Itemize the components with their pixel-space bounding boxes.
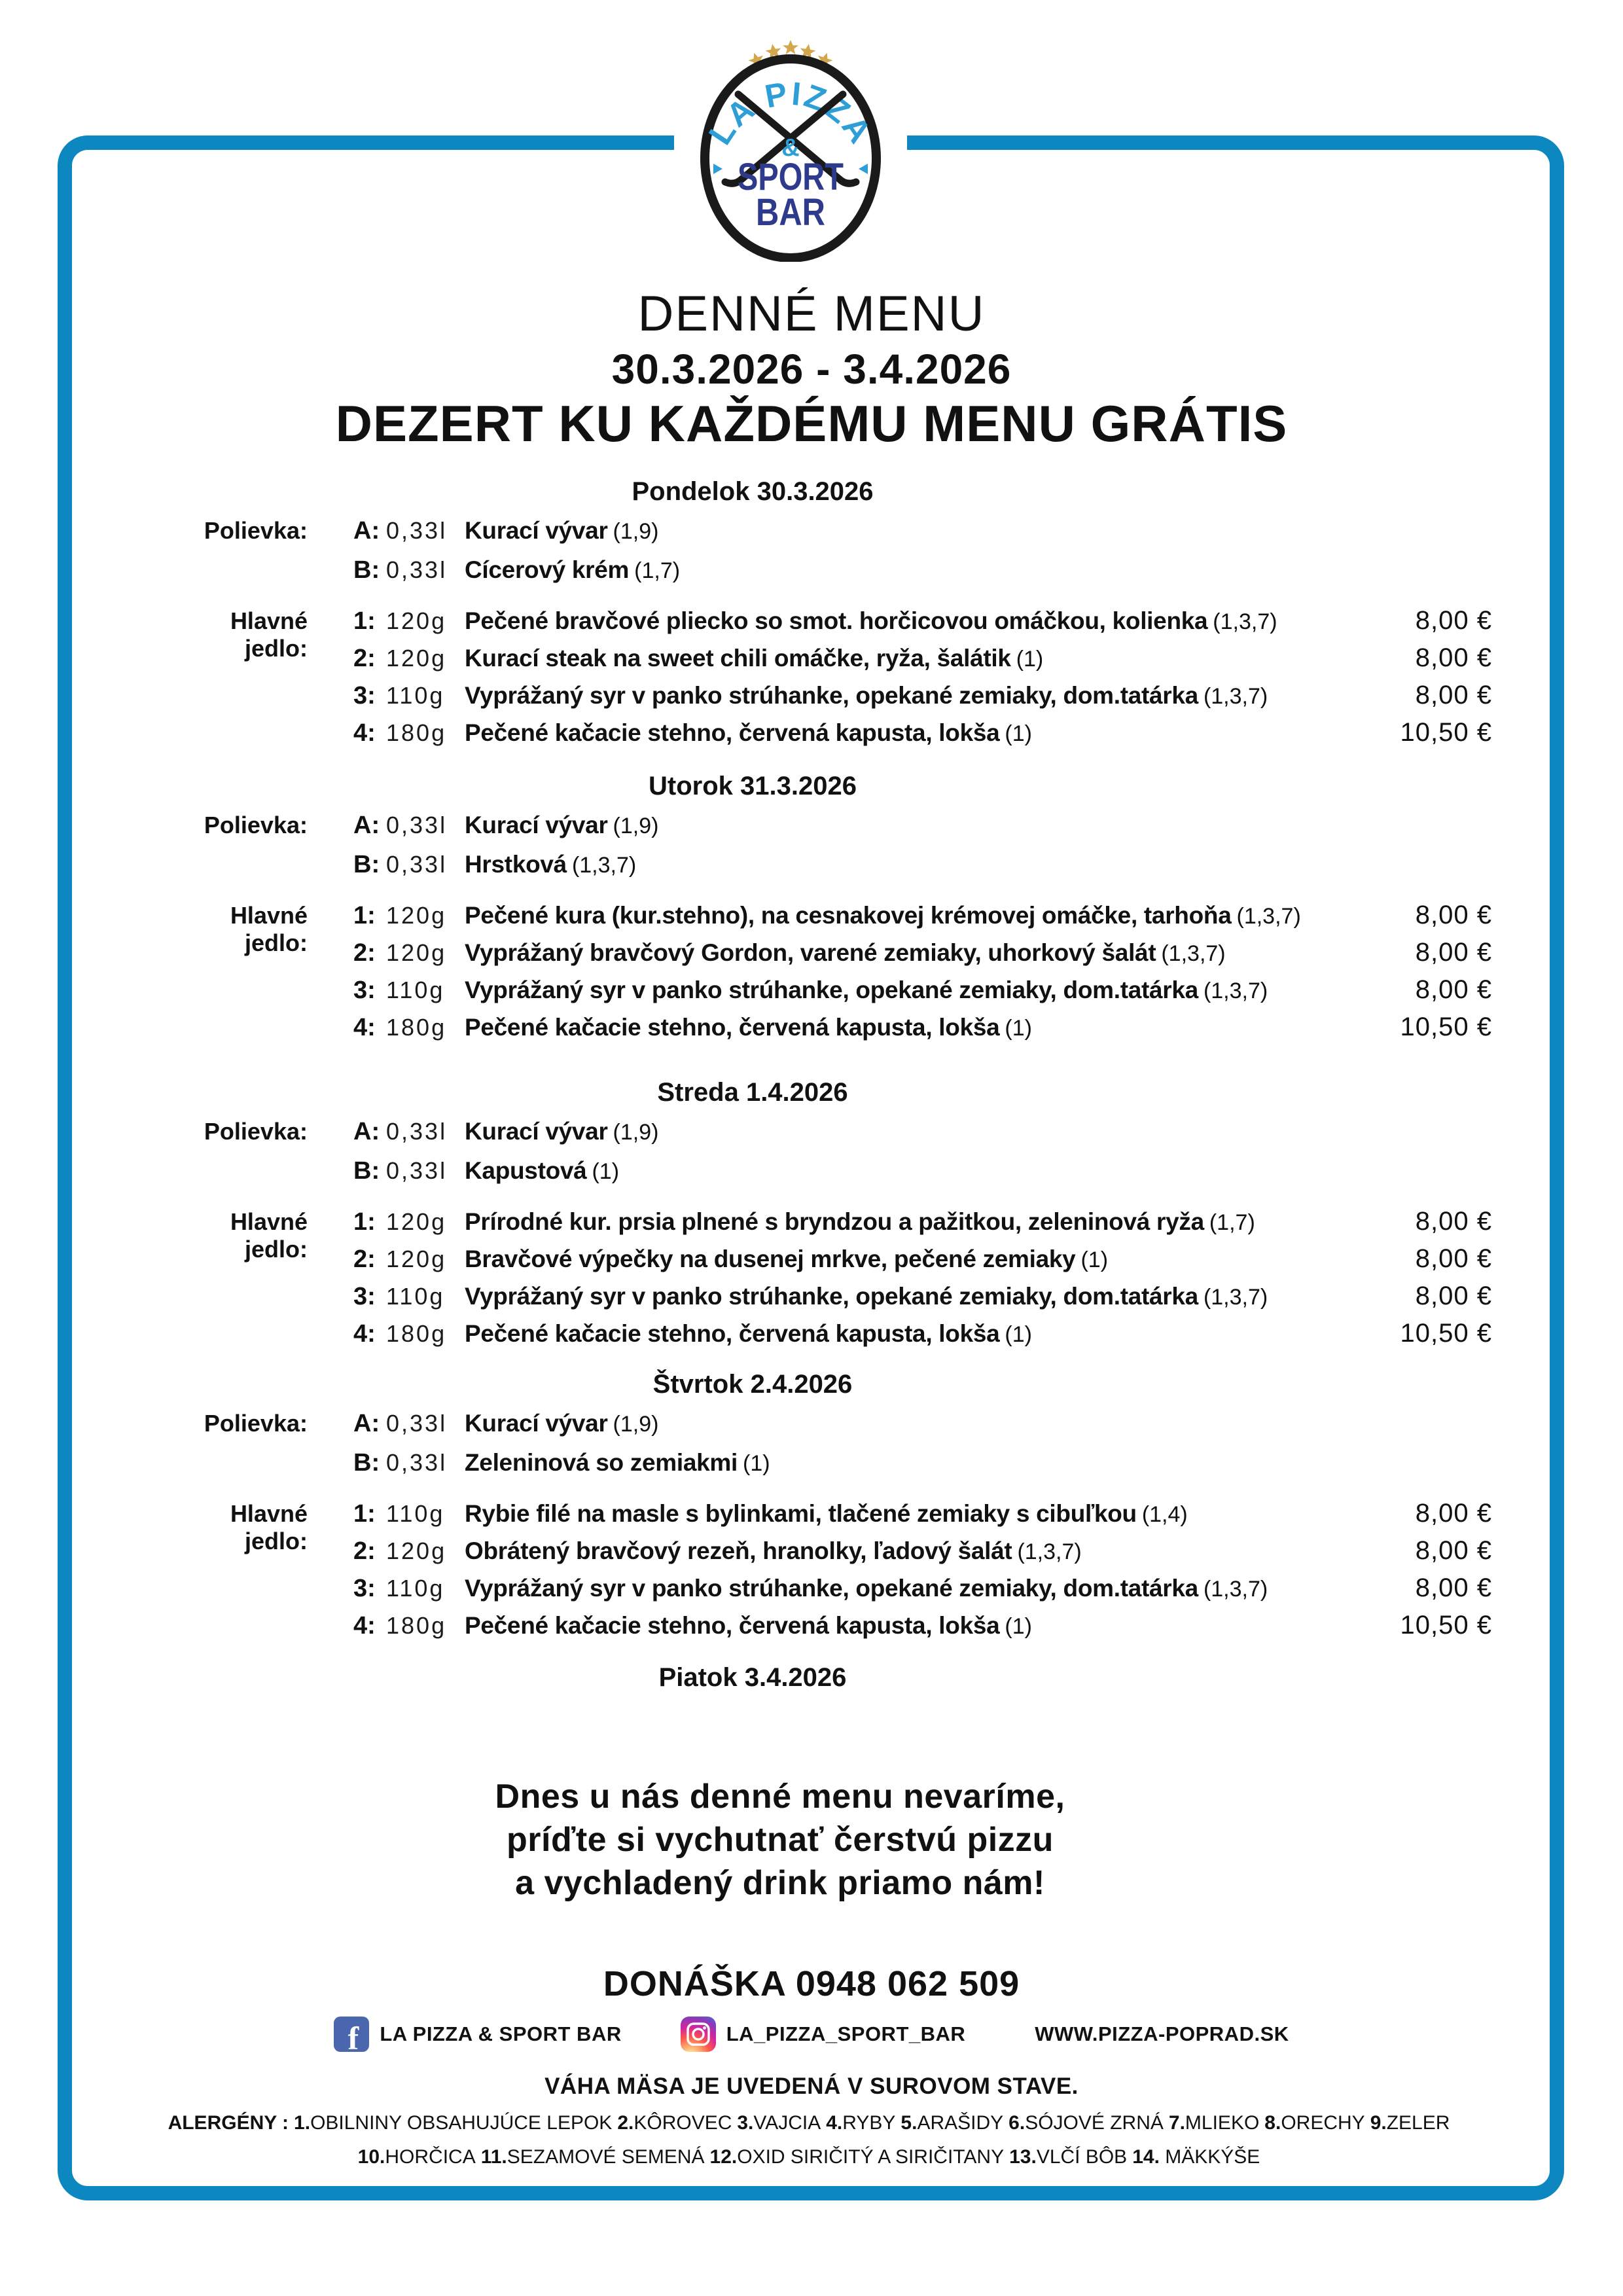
soup-name: Hrstková (1,3,7) — [465, 851, 637, 878]
main-dish-row — [0, 1013, 1623, 1050]
date-range: 30.3.2026 - 3.4.2026 — [611, 346, 1012, 393]
allergen-codes: (1) — [592, 1159, 620, 1184]
dish-key: 1: — [353, 607, 376, 635]
main-dish-row — [0, 681, 1623, 718]
dish-key: 2: — [353, 1246, 376, 1273]
friday-note-line: Dnes u nás denné menu nevaríme, — [495, 1778, 1065, 1816]
day-header: Pondelok 30.3.2026 — [632, 477, 874, 506]
facebook-icon: f — [334, 2017, 369, 2052]
dish-name: Pečené kura (kur.stehno), na cesnakovej krémovej omáčke, tarhoňa (1,3,7) — [465, 902, 1301, 929]
instagram-label: LA_PIZZA_SPORT_BAR — [726, 2022, 966, 2045]
logo-word-bar: BAR — [756, 191, 825, 234]
instagram-icon — [681, 2017, 716, 2052]
dish-price: 8,00 € — [1415, 606, 1492, 635]
dish-price: 8,00 € — [1415, 681, 1492, 709]
soup-label: Polievka: — [204, 812, 308, 838]
soup-label: Polievka: — [204, 517, 308, 544]
allergen-codes: (1,3,7) — [1017, 1539, 1082, 1564]
allergen-codes: (1) — [1005, 1614, 1032, 1639]
dish-name: Vyprážaný syr v panko strúhanke, opekané zemiaky, dom.tatárka (1,3,7) — [465, 1283, 1268, 1310]
dish-price: 8,00 € — [1415, 1573, 1492, 1602]
dish-key: 1: — [353, 1208, 376, 1236]
main-dish-row — [0, 718, 1623, 755]
allergens-line-1: ALERGÉNY : 1.OBILNINY OBSAHUJÚCE LEPOK 2.KÔROVEC 3.VAJCIA 4.RYBY 5.ARAŠIDY 6.SÓJOVÉ ZRNÁ 7.MLIEKO 8.ORECHY 9.ZELER — [168, 2112, 1450, 2134]
day-header: Utorok 31.3.2026 — [649, 772, 857, 800]
dish-price: 10,50 € — [1400, 1013, 1492, 1041]
allergen-codes: (1,3,7) — [1203, 978, 1268, 1003]
allergen-codes: (1,9) — [613, 1120, 659, 1145]
allergens-line-2: 10.HORČICA 11.SEZAMOVÉ SEMENÁ 12.OXID SIRIČITÝ A SIRIČITANY 13.VLČÍ BÔB 14. MÄKKÝŠE — [357, 2146, 1260, 2168]
dish-key: 1: — [353, 902, 376, 929]
dish-key: 2: — [353, 1537, 376, 1565]
main-dish-row — [0, 1611, 1623, 1648]
dish-name: Pečené kačacie stehno, červená kapusta, lokša (1) — [465, 1612, 1032, 1639]
dish-key: 3: — [353, 682, 376, 709]
logo-word-sport: SPORT — [738, 156, 844, 198]
soup-key: A: — [353, 812, 380, 839]
allergens-list — [0, 2106, 1623, 2174]
allergen-codes: (1,4) — [1141, 1502, 1188, 1527]
dish-qty: 180g — [386, 719, 447, 746]
day-section-thursday — [0, 1369, 1623, 1648]
main-dish-row — [0, 1282, 1623, 1319]
dish-qty: 120g — [386, 1246, 447, 1272]
dish-qty: 180g — [386, 1612, 447, 1639]
soup-qty: 0,33l — [386, 1157, 448, 1184]
logo-graphic — [692, 34, 889, 262]
dish-name: Vyprážaný syr v panko strúhanke, opekané zemiaky, dom.tatárka (1,3,7) — [465, 977, 1268, 1003]
dish-key: 3: — [353, 1575, 376, 1602]
day-section-friday — [0, 1662, 1623, 1703]
allergen-codes: (1,3,7) — [1203, 1577, 1268, 1602]
main-dish-row — [0, 1319, 1623, 1356]
weight-note: VÁHA MÄSA JE UVEDENÁ V SUROVOM STAVE. — [544, 2073, 1079, 2099]
allergen-codes: (1) — [1005, 1322, 1032, 1347]
dish-qty: 120g — [386, 1537, 447, 1564]
soup-label: Polievka: — [204, 1410, 308, 1437]
dish-name: Kurací steak na sweet chili omáčke, ryža, šalátik (1) — [465, 645, 1044, 672]
soup-name: Kapustová (1) — [465, 1157, 620, 1184]
dish-name: Pečené bravčové pliecko so smot. horčicovou omáčkou, kolienka (1,3,7) — [465, 607, 1277, 634]
page-title: DENNÉ MENU — [637, 286, 986, 342]
dish-name: Bravčové výpečky na dusenej mrkve, pečené zemiaky (1) — [465, 1246, 1109, 1272]
allergen-codes: (1,3,7) — [1236, 904, 1301, 929]
allergen-codes: (1) — [743, 1451, 770, 1476]
allergen-codes: (1,9) — [613, 519, 659, 544]
soup-name: Kurací vývar (1,9) — [465, 1118, 659, 1145]
dish-qty: 110g — [386, 1283, 445, 1310]
dish-key: 4: — [353, 1014, 376, 1041]
delivery-phone: DONÁŠKA 0948 062 509 — [603, 1964, 1020, 2003]
dish-name: Pečené kačacie stehno, červená kapusta, lokša (1) — [465, 1320, 1032, 1347]
friday-note-line: a vychladený drink priamo nám! — [515, 1864, 1045, 1902]
soup-row — [0, 517, 1623, 556]
allergen-codes: (1,7) — [634, 558, 681, 583]
soup-row — [0, 1449, 1623, 1488]
day-section-monday — [0, 476, 1623, 755]
allergen-codes: (1) — [1080, 1247, 1109, 1272]
soup-qty: 0,33l — [386, 1118, 448, 1145]
main-label: Hlavné jedlo: — [230, 1208, 308, 1263]
main-label: Hlavné jedlo: — [230, 607, 308, 662]
dish-qty: 120g — [386, 607, 447, 634]
day-header: Piatok 3.4.2026 — [658, 1663, 847, 1692]
dish-key: 4: — [353, 1320, 376, 1348]
soup-qty: 0,33l — [386, 851, 448, 878]
allergen-codes: (1) — [1005, 721, 1032, 746]
dish-name: Vyprážaný syr v panko strúhanke, opekané zemiaky, dom.tatárka (1,3,7) — [465, 682, 1268, 709]
dish-name: Pečené kačacie stehno, červená kapusta, lokša (1) — [465, 719, 1032, 746]
soup-key: A: — [353, 517, 380, 545]
dish-price: 10,50 € — [1400, 1319, 1492, 1348]
soup-key: B: — [353, 1449, 380, 1477]
main-dish-row — [0, 975, 1623, 1013]
soup-qty: 0,33l — [386, 812, 448, 838]
allergen-codes: (1,3,7) — [1161, 941, 1226, 966]
allergen-codes: (1,7) — [1209, 1210, 1255, 1235]
soup-name: Cícerový krém (1,7) — [465, 556, 681, 583]
day-header: Štvrtok 2.4.2026 — [652, 1370, 853, 1399]
allergen-codes: (1) — [1005, 1016, 1032, 1041]
social-row — [0, 2013, 1623, 2055]
friday-note-line: príďte si vychutnať čerstvú pizzu — [507, 1821, 1054, 1859]
dish-name: Obrátený bravčový rezeň, hranolky, ľadový šalát (1,3,7) — [465, 1537, 1082, 1564]
main-label: Hlavné jedlo: — [230, 1500, 308, 1554]
soup-row — [0, 1118, 1623, 1157]
soup-name: Zeleninová so zemiakmi (1) — [465, 1449, 770, 1476]
dish-key: 2: — [353, 939, 376, 967]
dish-qty: 180g — [386, 1014, 447, 1041]
dish-price: 8,00 € — [1415, 901, 1492, 929]
soup-label: Polievka: — [204, 1118, 308, 1145]
dish-key: 1: — [353, 1500, 376, 1528]
dish-price: 10,50 € — [1400, 718, 1492, 747]
soup-key: A: — [353, 1118, 380, 1145]
dish-qty: 120g — [386, 902, 447, 929]
soup-key: B: — [353, 556, 380, 584]
dish-key: 4: — [353, 1612, 376, 1640]
dish-price: 8,00 € — [1415, 1282, 1492, 1310]
soup-name: Kurací vývar (1,9) — [465, 812, 659, 838]
soup-row — [0, 812, 1623, 851]
allergen-codes: (1,3,7) — [1213, 609, 1277, 634]
soup-qty: 0,33l — [386, 517, 448, 544]
logo-arc-text: LA PIZZA — [701, 75, 880, 151]
soup-qty: 0,33l — [386, 1449, 448, 1476]
allergen-codes: (1,3,7) — [1203, 684, 1268, 709]
dish-key: 3: — [353, 1283, 376, 1310]
logo-ampersand: & — [781, 134, 800, 162]
dish-name: Prírodné kur. prsia plnené s bryndzou a pažitkou, zeleninová ryža (1,7) — [465, 1208, 1255, 1235]
dish-qty: 110g — [386, 977, 445, 1003]
allergen-codes: (1,3,7) — [571, 853, 637, 878]
dish-qty: 110g — [386, 1575, 445, 1602]
dish-price: 8,00 € — [1415, 1499, 1492, 1528]
dish-qty: 120g — [386, 1208, 447, 1235]
soup-row — [0, 1157, 1623, 1196]
dish-price: 8,00 € — [1415, 975, 1492, 1004]
soup-name: Kurací vývar (1,9) — [465, 517, 659, 544]
dish-qty: 120g — [386, 645, 447, 672]
main-dish-row — [0, 1573, 1623, 1611]
soup-row — [0, 851, 1623, 890]
dish-key: 3: — [353, 977, 376, 1004]
soup-key: A: — [353, 1410, 380, 1437]
allergen-codes: (1,9) — [613, 1412, 659, 1437]
dish-key: 2: — [353, 645, 376, 672]
allergens-prefix: ALERGÉNY : — [168, 2112, 289, 2134]
friday-note — [0, 1775, 1560, 1905]
day-section-tuesday — [0, 771, 1623, 1050]
dish-price: 8,00 € — [1415, 1207, 1492, 1236]
soup-name: Kurací vývar (1,9) — [465, 1410, 659, 1437]
dish-name: Vyprážaný syr v panko strúhanke, opekané zemiaky, dom.tatárka (1,3,7) — [465, 1575, 1268, 1602]
dish-price: 8,00 € — [1415, 1244, 1492, 1273]
soup-key: B: — [353, 1157, 380, 1185]
day-section-wednesday — [0, 1077, 1623, 1356]
dish-price: 10,50 € — [1400, 1611, 1492, 1640]
dish-qty: 180g — [386, 1320, 447, 1347]
dish-name: Rybie filé na masle s bylinkami, tlačené zemiaky s cibuľkou (1,4) — [465, 1500, 1188, 1527]
dish-price: 8,00 € — [1415, 1536, 1492, 1565]
promo-line: DEZERT KU KAŽDÉMU MENU GRÁTIS — [335, 395, 1288, 452]
dish-price: 8,00 € — [1415, 938, 1492, 967]
soup-row — [0, 556, 1623, 596]
soup-key: B: — [353, 851, 380, 878]
website-link: WWW.PIZZA-POPRAD.SK — [1035, 2022, 1289, 2045]
soup-qty: 0,33l — [386, 1410, 448, 1437]
dish-qty: 120g — [386, 939, 447, 966]
dish-qty: 110g — [386, 682, 445, 709]
soup-qty: 0,33l — [386, 556, 448, 583]
allergen-codes: (1) — [1016, 647, 1044, 672]
allergen-codes: (1,9) — [613, 814, 659, 838]
dish-name: Vyprážaný bravčový Gordon, varené zemiaky, uhorkový šalát (1,3,7) — [465, 939, 1226, 966]
dish-price: 8,00 € — [1415, 643, 1492, 672]
main-label: Hlavné jedlo: — [230, 902, 308, 956]
dish-qty: 110g — [386, 1500, 445, 1527]
dish-key: 4: — [353, 719, 376, 747]
soup-row — [0, 1410, 1623, 1449]
facebook-label: LA PIZZA & SPORT BAR — [380, 2022, 622, 2045]
allergen-codes: (1,3,7) — [1203, 1285, 1268, 1310]
dish-name: Pečené kačacie stehno, červená kapusta, lokša (1) — [465, 1014, 1032, 1041]
restaurant-logo — [674, 34, 907, 267]
day-header: Streda 1.4.2026 — [657, 1078, 848, 1107]
